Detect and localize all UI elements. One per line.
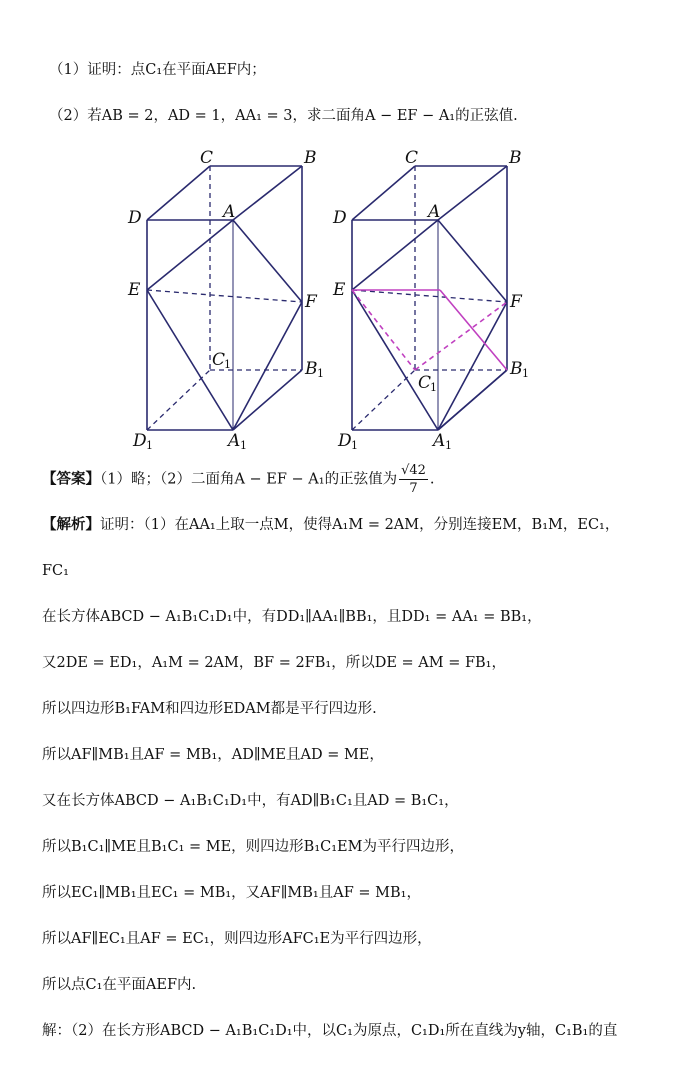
solution-line-9: 所以EC₁∥MB₁且EC₁ = MB₁，又AF∥MB₁且AF = MB₁， bbox=[42, 885, 421, 901]
answer-label: 【答案】 bbox=[42, 470, 100, 488]
label-B-left: B bbox=[304, 148, 317, 168]
label-C1-right-sub: 1 bbox=[430, 381, 437, 394]
label-D1-left-sub: 1 bbox=[146, 439, 153, 452]
label-F-left: F bbox=[305, 292, 317, 312]
answer-line bbox=[42, 462, 435, 497]
label-C1-left-sub: 1 bbox=[224, 358, 231, 371]
solution-text-1: 证明：（1）在AA₁上取一点M，使得A₁M = 2AM，分别连接EM，B₁M，EC₁， bbox=[100, 517, 620, 533]
label-D-left: D bbox=[128, 208, 142, 228]
label-D-right: D bbox=[333, 208, 347, 228]
fraction-denominator: 7 bbox=[409, 481, 418, 496]
label-D1-right-sub: 1 bbox=[351, 439, 358, 452]
solution-line-7: 又在长方体ABCD − A₁B₁C₁D₁中，有AD∥B₁C₁且AD = B₁C₁， bbox=[42, 793, 459, 809]
solution-line-1 bbox=[42, 515, 619, 535]
solution-line-12: 解：（2）在长方形ABCD − A₁B₁C₁D₁中，以C₁为原点，C₁D₁所在直线为y轴，C₁B₁的直 bbox=[42, 1023, 618, 1039]
label-F-right: F bbox=[510, 292, 522, 312]
label-B1-left: B bbox=[305, 359, 318, 379]
highlight-lines bbox=[352, 290, 507, 370]
label-B1-right: B bbox=[510, 359, 523, 379]
solution-line-10: 所以AF∥EC₁且AF = EC₁，则四边形AFC₁E为平行四边形， bbox=[42, 931, 432, 947]
label-C-left: C bbox=[200, 148, 214, 168]
label-A-left: A bbox=[223, 202, 236, 222]
solution-line-2: FC₁ bbox=[42, 563, 69, 579]
label-A-right: A bbox=[428, 202, 441, 222]
label-A1-left-sub: 1 bbox=[240, 439, 247, 452]
label-D1-left: D bbox=[133, 431, 147, 451]
fraction-numerator: √42 bbox=[401, 463, 426, 478]
label-E-right: E bbox=[333, 280, 346, 300]
label-A1-right: A bbox=[433, 431, 446, 451]
solution-line-3: 在长方体ABCD − A₁B₁C₁D₁中，有DD₁∥AA₁∥BB₁，且DD₁ = AA₁ = BB₁， bbox=[42, 609, 542, 625]
label-B1-left-sub: 1 bbox=[317, 367, 324, 380]
question-part-2: （2）若AB = 2，AD = 1，AA₁ = 3，求二面角A − EF − A₁的正弦值. bbox=[49, 108, 518, 124]
label-A1-right-sub: 1 bbox=[445, 439, 452, 452]
solution-line-6: 所以AF∥MB₁且AF = MB₁，AD∥ME且AD = ME， bbox=[42, 747, 384, 763]
label-B1-right-sub: 1 bbox=[522, 367, 529, 380]
figure bbox=[0, 142, 690, 452]
answer-fraction bbox=[399, 462, 428, 497]
label-C-right: C bbox=[405, 148, 419, 168]
answer-end: . bbox=[429, 471, 435, 488]
answer-text: （1）略；（2）二面角A − EF − A₁的正弦值为 bbox=[100, 471, 398, 488]
label-C1-right: C bbox=[418, 373, 432, 393]
label-C1-left: C bbox=[212, 350, 226, 370]
label-D1-right: D bbox=[338, 431, 352, 451]
solution-line-5: 所以四边形B₁FAM和四边形EDAM都是平行四边形. bbox=[42, 701, 377, 717]
label-E-left: E bbox=[128, 280, 141, 300]
label-B-right: B bbox=[509, 148, 522, 168]
label-A1-left: A bbox=[228, 431, 241, 451]
solution-line-8: 所以B₁C₁∥ME且B₁C₁ = ME，则四边形B₁C₁EM为平行四边形， bbox=[42, 839, 464, 855]
solution-line-4: 又2DE = ED₁，A₁M = 2AM，BF = 2FB₁，所以DE = AM = FB₁， bbox=[42, 655, 506, 671]
question-part-1: （1）证明：点C₁在平面AEF内； bbox=[49, 62, 266, 78]
solution-label: 【解析】 bbox=[42, 516, 100, 533]
solution-line-11: 所以点C₁在平面AEF内. bbox=[42, 977, 197, 993]
